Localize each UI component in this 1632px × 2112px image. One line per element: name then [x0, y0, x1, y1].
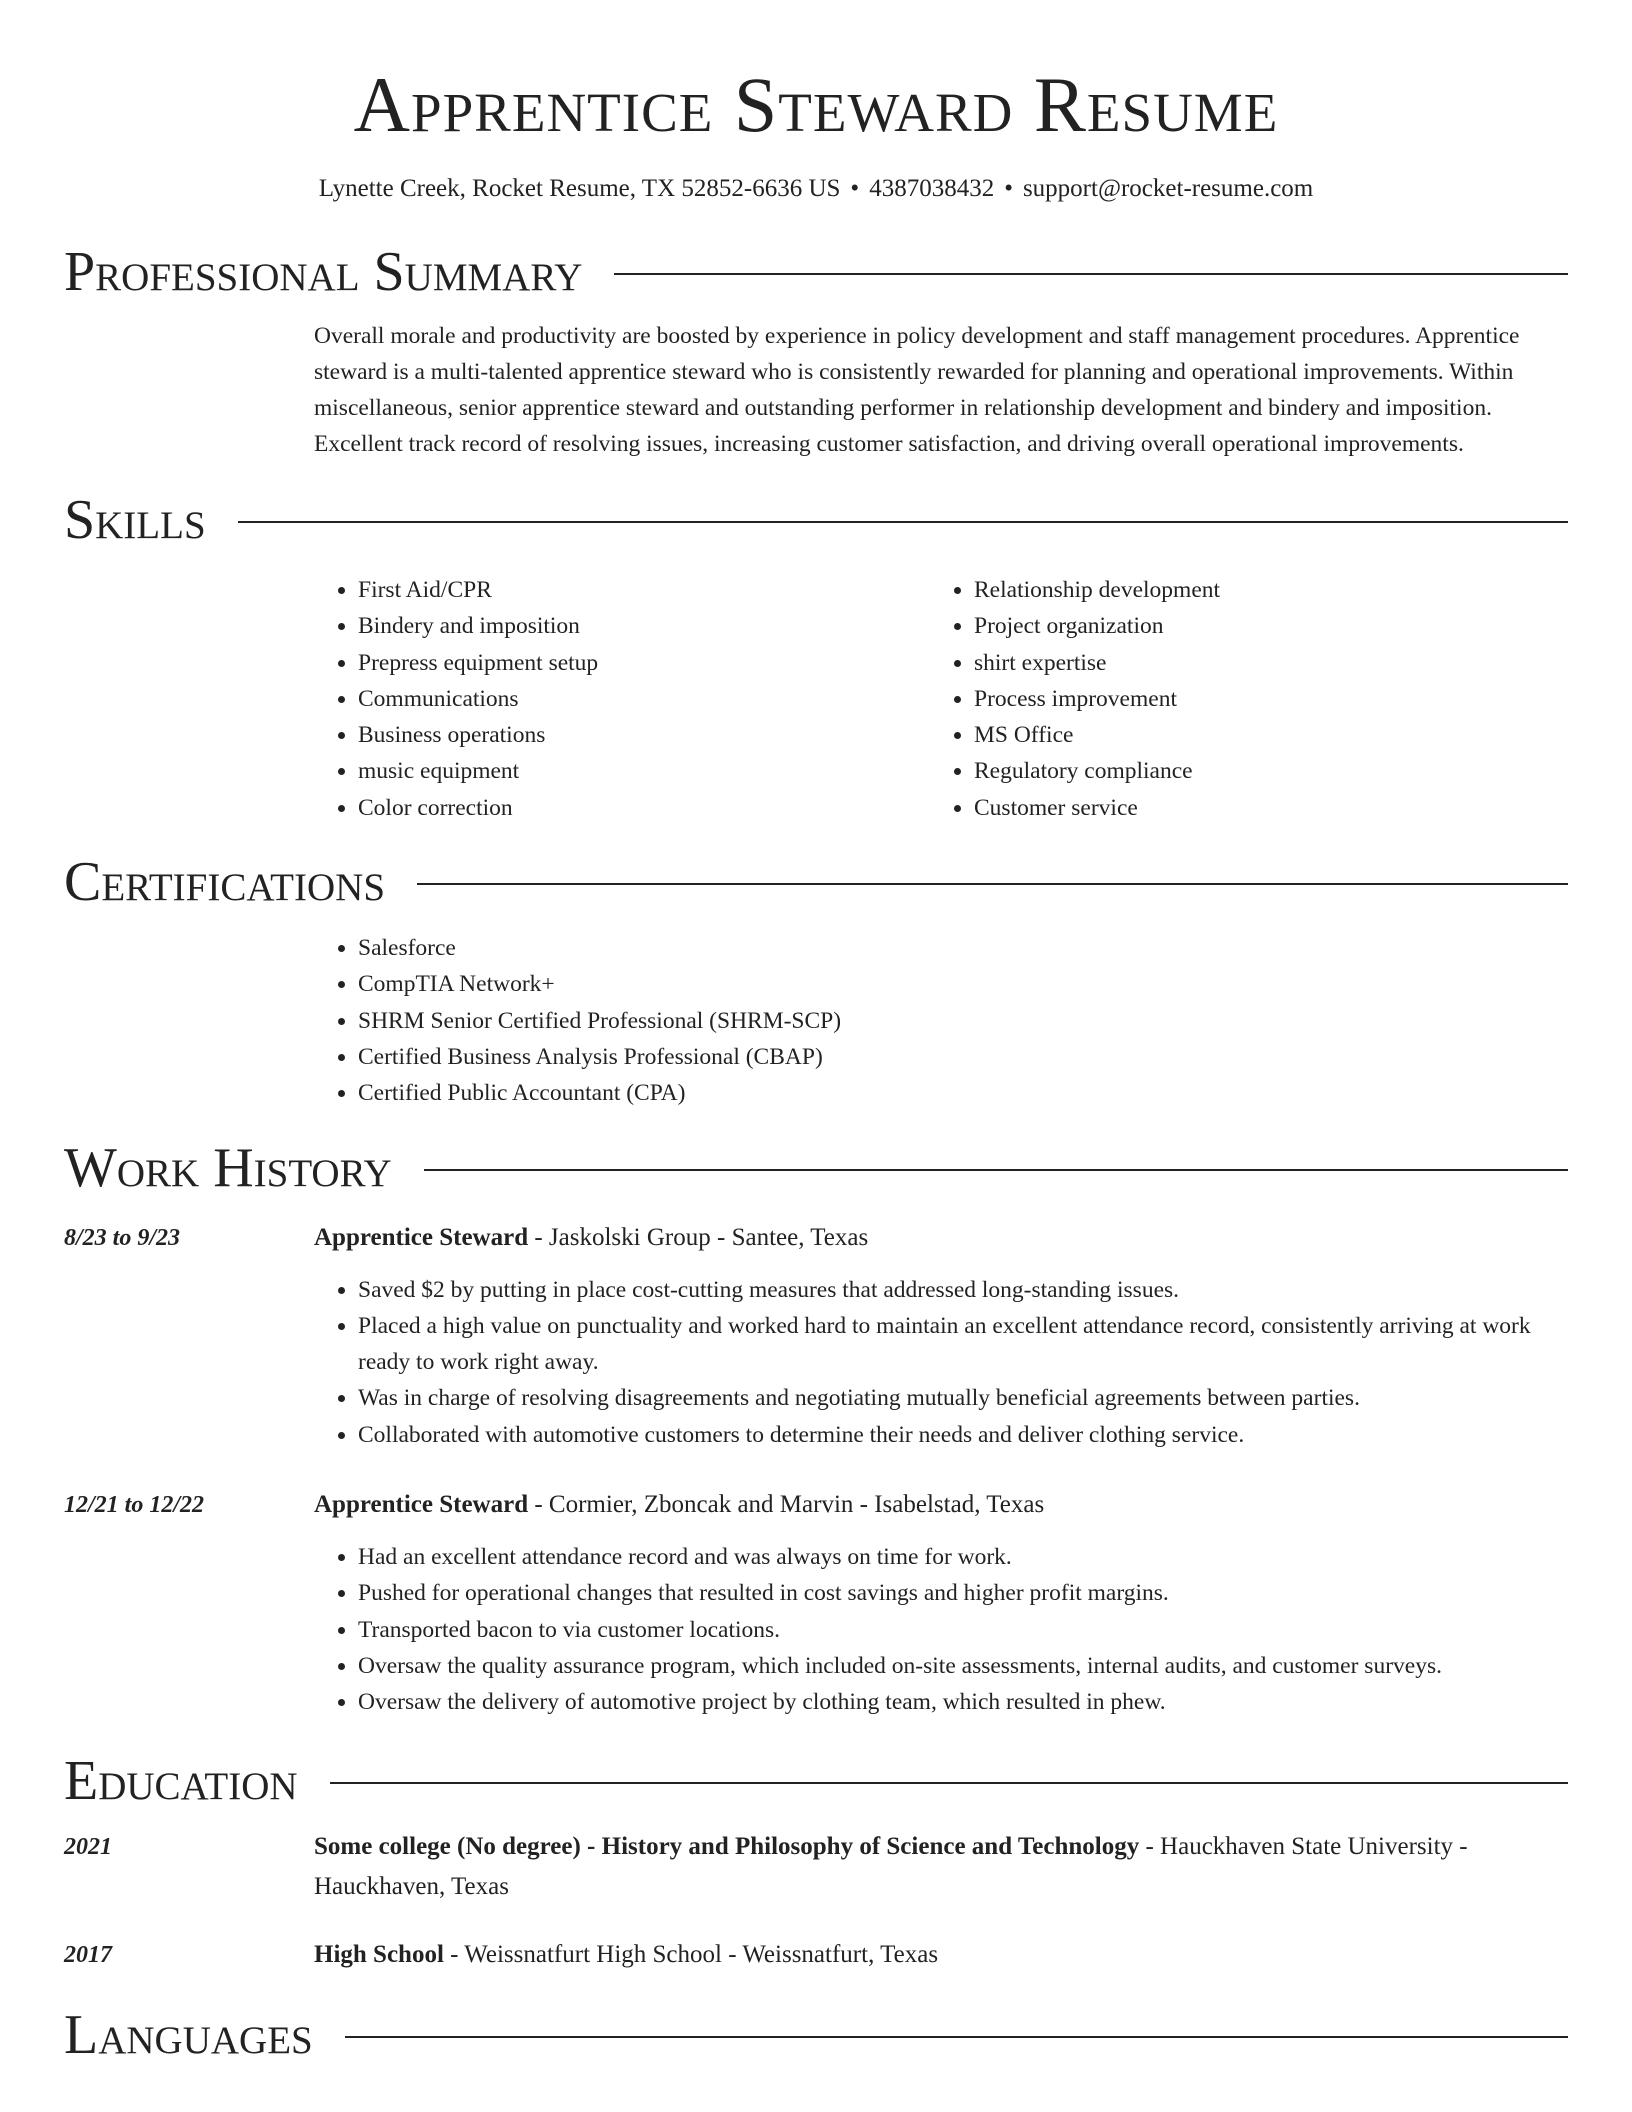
- job-bullet: • Oversaw the delivery of automotive project by clothing team, which resulted in phew.: [358, 1684, 1568, 1720]
- languages-heading: Languages: [64, 2003, 313, 2066]
- job-title: Apprentice Steward: [314, 1223, 529, 1251]
- summary-text: Overall morale and productivity are boosted by experience in policy development and staff management procedures. Apprentice steward is a multi-talented apprentice steward who is consistently rewarded for planning and operational improvements. Within miscellaneous, senior apprentice steward and outstanding performer in relationship development and bindery and imposition. Excellent track record of resolving issues, increasing customer satisfaction, and driving overall operational improvements.: [314, 323, 1520, 457]
- certifications-heading: Certifications: [64, 851, 386, 914]
- job-entry: [64, 1485, 1568, 1720]
- skill-item: • Communications: [358, 681, 930, 717]
- education-year: 2021: [64, 1833, 112, 1860]
- job-bullet: • Pushed for operational changes that resulted in cost savings and higher profit margins.: [358, 1575, 1568, 1611]
- job-body: [314, 1218, 1568, 1453]
- education-details: - Weissnatfurt High School - Weissnatfurt, Texas: [443, 1940, 939, 1968]
- section-divider: [424, 1169, 1568, 1171]
- skill-item: • Regulatory compliance: [974, 753, 1546, 789]
- contact-phone: 4387038432: [869, 175, 995, 202]
- section-divider: [330, 1782, 1568, 1784]
- certification-item: • Certified Public Accountant (CPA): [358, 1075, 1568, 1111]
- job-bullet: • Was in charge of resolving disagreements and negotiating mutually beneficial agreements between parties.: [358, 1380, 1568, 1416]
- education-heading-line: [314, 1935, 1568, 1975]
- skill-item: • shirt expertise: [974, 645, 1546, 681]
- skill-item: • Bindery and imposition: [358, 608, 930, 644]
- skill-item: • Business operations: [358, 717, 930, 753]
- job-body: [314, 1485, 1568, 1720]
- job-heading: [314, 1485, 1568, 1525]
- section-divider: [614, 273, 1568, 275]
- section-divider: [345, 2036, 1568, 2038]
- work-heading: Work History: [64, 1136, 392, 1199]
- job-entry: [64, 1218, 1568, 1453]
- job-bullet: • Saved $2 by putting in place cost-cutting measures that addressed long-standing issues.: [358, 1272, 1568, 1308]
- skills-section-header: [64, 488, 1568, 552]
- languages-section-header: [64, 2003, 1568, 2067]
- job-heading: [314, 1218, 1568, 1258]
- skill-item: • Process improvement: [974, 681, 1546, 717]
- skill-item: • Relationship development: [974, 572, 1546, 608]
- summary-heading: Professional Summary: [64, 241, 583, 303]
- resume-title: Apprentice Steward Resume: [353, 61, 1279, 148]
- contact-email: support@rocket-resume.com: [1022, 175, 1314, 202]
- skills-heading: Skills: [64, 489, 206, 551]
- job-details: - Cormier, Zboncak and Marvin - Isabelstad, Texas: [528, 1491, 1045, 1519]
- job-dates: 12/21 to 12/22: [64, 1492, 205, 1519]
- contact-separator: •: [850, 175, 860, 202]
- skill-item: • Prepress equipment setup: [358, 645, 930, 681]
- education-body: [314, 1827, 1568, 1907]
- skill-item: • music equipment: [358, 753, 930, 789]
- job-bullet: • Transported bacon to via customer locations.: [358, 1612, 1568, 1648]
- education-heading-line: [314, 1827, 1568, 1907]
- skills-column-right: [930, 572, 1546, 826]
- certifications-section-header: [64, 850, 1568, 914]
- job-bullet: • Collaborated with automotive customers to determine their needs and deliver clothing service.: [358, 1417, 1568, 1453]
- certifications-list: [314, 930, 1568, 1111]
- section-divider: [238, 521, 1568, 523]
- skill-item: • Color correction: [358, 790, 930, 826]
- section-divider: [417, 883, 1568, 885]
- education-details: - Hauckhaven State University - Hauckhaven, Texas: [314, 1832, 1468, 1900]
- education-section-header: [64, 1749, 1568, 1813]
- education-year: 2017: [64, 1941, 112, 1968]
- skill-item: • MS Office: [974, 717, 1546, 753]
- skill-item: • Project organization: [974, 608, 1546, 644]
- certification-item: • SHRM Senior Certified Professional (SHRM-SCP): [358, 1003, 1568, 1039]
- education-degree: Some college (No degree) - History and Philosophy of Science and Technology: [314, 1832, 1140, 1860]
- skills-list: [314, 572, 1568, 826]
- certification-item: • Certified Business Analysis Professional (CBAP): [358, 1039, 1568, 1075]
- job-bullet: • Placed a high value on punctuality and worked hard to maintain an excellent attendance record, consistently arriving at work ready to work right away.: [358, 1308, 1568, 1381]
- job-details: - Jaskolski Group - Santee, Texas: [528, 1223, 869, 1251]
- education-body: [314, 1935, 1568, 1975]
- job-title: Apprentice Steward: [314, 1491, 529, 1519]
- certification-item: • CompTIA Network+: [358, 966, 1568, 1002]
- contact-line: [64, 172, 1568, 206]
- education-entry: [64, 1827, 1568, 1907]
- education-heading: Education: [64, 1749, 298, 1812]
- contact-address: Lynette Creek, Rocket Resume, TX 52852-6636 US: [318, 175, 841, 202]
- summary-section-header: [64, 240, 1568, 304]
- skill-item: • Customer service: [974, 790, 1546, 826]
- contact-separator: •: [1004, 175, 1013, 202]
- job-dates: 8/23 to 9/23: [64, 1224, 181, 1251]
- education-entry: [64, 1935, 1568, 1975]
- resume-page: [64, 0, 1568, 2067]
- job-bullet: • Oversaw the quality assurance program, which included on-site assessments, internal audits, and customer surveys.: [358, 1648, 1568, 1684]
- work-section-header: [64, 1136, 1568, 1200]
- certification-item: • Salesforce: [358, 930, 1568, 966]
- skills-column-left: [314, 572, 930, 826]
- skill-item: • First Aid/CPR: [358, 572, 930, 608]
- education-degree: High School: [314, 1940, 444, 1968]
- job-bullet: • Had an excellent attendance record and was always on time for work.: [358, 1539, 1568, 1575]
